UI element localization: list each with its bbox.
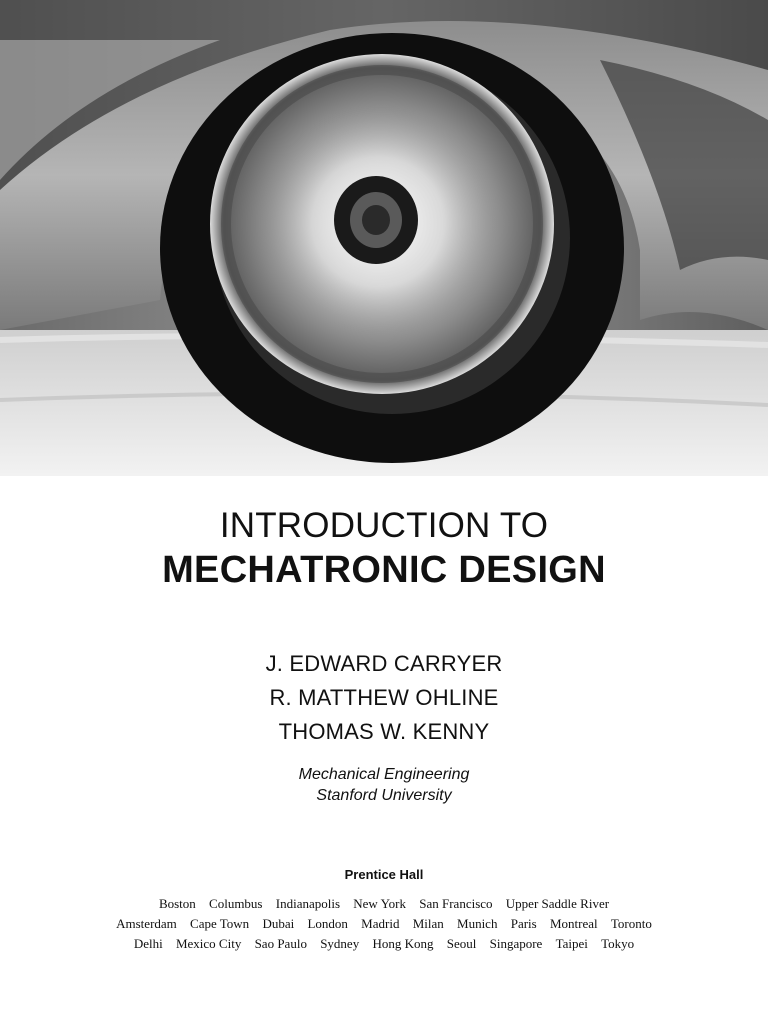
city: Tokyo [601,936,635,951]
city: Singapore [489,936,543,951]
city: Munich [457,916,498,931]
author-name: J. EDWARD CARRYER [265,651,503,676]
city: Madrid [361,916,400,931]
city: Taipei [555,936,588,951]
city: London [307,916,348,931]
city: Milan [412,916,444,931]
city: Paris [510,916,537,931]
cover-photo [0,0,768,484]
author-name: R. MATTHEW OHLINE [269,685,499,710]
author-name: THOMAS W. KENNY [278,719,490,744]
title-line-2: MECHATRONIC DESIGN [162,549,606,591]
city: Sydney [320,936,360,951]
city: Montreal [549,916,598,931]
city: Delhi [133,936,163,951]
city: New York [353,896,406,911]
city-line [0,894,768,914]
city: Toronto [610,916,652,931]
publisher-cities [0,894,768,954]
affiliation [0,764,768,806]
city: San Francisco [419,896,493,911]
city: Dubai [262,916,295,931]
city: Upper Saddle River [505,896,610,911]
city-line [0,914,768,934]
city: Cape Town [190,916,250,931]
city: Indianapolis [275,896,341,911]
university: Stanford University [316,787,452,804]
city: Seoul [446,936,477,951]
title-line-1: INTRODUCTION TO [219,506,549,545]
city: Boston [158,896,196,911]
author-list [0,647,768,749]
city: Sao Paulo [254,936,307,951]
city: Columbus [209,896,263,911]
city-line [0,934,768,954]
publisher-name: Prentice Hall [344,867,424,882]
city: Hong Kong [372,936,434,951]
city: Mexico City [175,936,242,951]
spinning-wheel-image [0,0,768,484]
city: Amsterdam [116,916,177,931]
department: Mechanical Engineering [298,766,470,783]
